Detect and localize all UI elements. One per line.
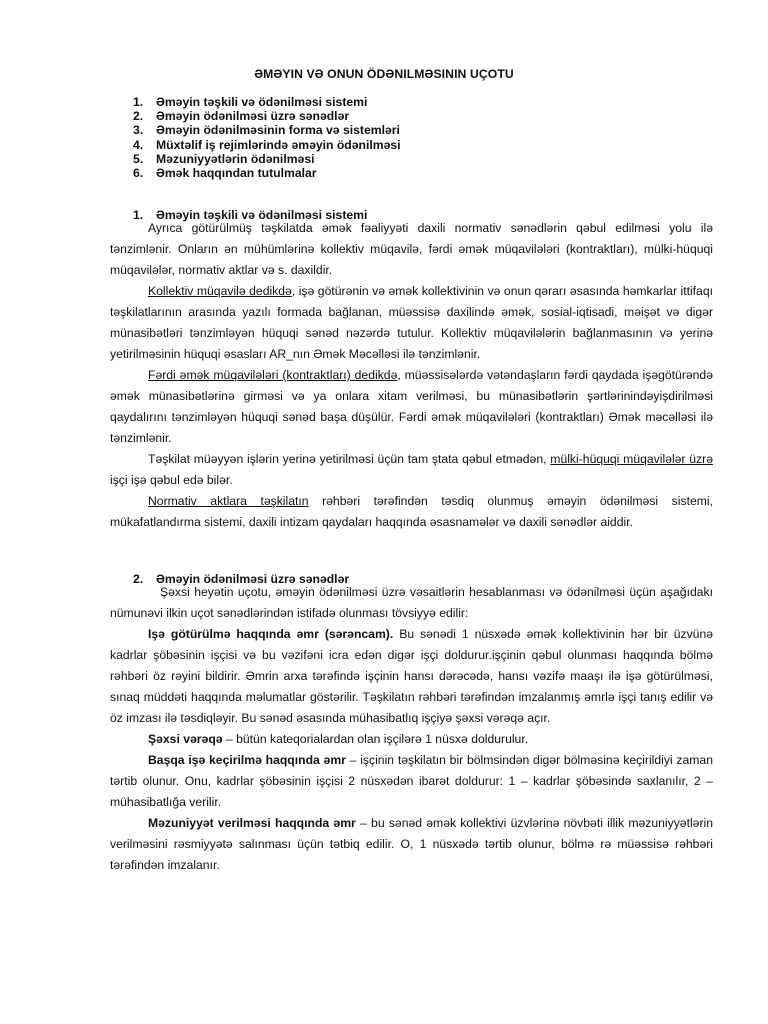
document-title: ƏMƏYIN VƏ ONUN ÖDƏNILMƏSININ UÇOTU bbox=[254, 67, 514, 81]
toc-label: Müxtəlif iş rejimlərində əməyin ödənilməsi bbox=[156, 137, 401, 152]
toc-label: Əməyin təşkili və ödənilməsi sistemi bbox=[156, 95, 368, 109]
paragraph bbox=[110, 449, 713, 491]
underlined-term: mülki-hüquqi müqavilələr üzrə bbox=[550, 452, 713, 466]
paragraph bbox=[110, 365, 713, 449]
paragraph bbox=[110, 624, 713, 729]
underlined-term: Fərdi əmək müqavilələri (kontraktları) dedikdə bbox=[148, 368, 398, 382]
toc-number: 5. bbox=[133, 151, 144, 166]
toc-number: 2. bbox=[133, 109, 144, 124]
toc-number: 1. bbox=[133, 95, 144, 109]
paragraph: Ayrıca götürülmüş təşkilatda əmək fəaliyyəti daxili normativ sənədlərin qəbul edilməsi yolu ilə tənzimlənir. Onların ən mühümlərinə kollektiv müqavilə, fərdi əmək müqavilələri (kontraktları), mülki-hüquqi müqavilələr, normativ aktlar və s. daxildir. bbox=[110, 221, 713, 277]
paragraph bbox=[110, 281, 713, 365]
paragraph-text: – işçinin təşkilatın bir bölmsindən digər bölməsinə keçirildiyi zaman tərtib olunur. Onu, kadrlar şöbəsinin işçisi 2 nüsxədən ibarət doldurur: 1 – kadrlar şöbəsində saxlanılır, 2 – mühasibatlığa verilir. bbox=[110, 753, 713, 809]
toc-item bbox=[133, 123, 401, 137]
bold-term: Məzuniyyət verilməsi haqqında əmr bbox=[148, 816, 356, 830]
paragraph-text: Bu sənədi 1 nüsxədə əmək kollektivinin hər bir üzvünə kadrlar şöbəsinin işçisi və bu vəzifəni icra edən digər işçi doldurur.işçinin qəbul olunması haqqında bölmə rəhbəri öz rəyini bildirir. Əmrin arxa tərəfində işçinin hansı dərəcədə, hansı vəzifə maaşı ilə işə götürülməsi, sınaq müddəti haqqında məlumatlar göstərilir. Təşkilatın rəhbəri tərəfindən imzalanmış əmrlə işçi tanış edilir və öz imzası ilə təsdiqləyir. Bu sənəd əsasında mühasibatlıq işçiyə şəxsi vərəqə açır. bbox=[110, 627, 714, 725]
paragraph bbox=[110, 750, 713, 813]
paragraph: Şəxsi heyətin uçotu, əməyin ödənilməsi üzrə vəsaitlərin hesablanması və ödənilməsi üçün aşağıdakı nümunəvi ilkin uçot sənədlərindən istifadə olunması tövsiyyə edilir: bbox=[110, 585, 713, 620]
toc-number: 6. bbox=[133, 165, 144, 180]
paragraph-text: Təşkilat müəyyən işlərin yerinə yetirilməsi üçün tam ştata qəbul etmədən, bbox=[148, 452, 551, 466]
paragraph-text: rəhbəri tərəfindən təsdiq olunmuş əməyin ödənilməsi sistemi, mükafatlandırma sistemi, daxili intizam qaydaları haqqında əsasnamələr və daxili sənədlər aiddir. bbox=[110, 494, 713, 529]
toc-label: Əməyin ödənilməsinin forma və sistemləri bbox=[156, 123, 400, 138]
toc-label: Əməyin ödənilməsi üzrə sənədlər bbox=[156, 109, 350, 124]
toc-label: Məzuniyyətlərin ödənilməsi bbox=[156, 151, 315, 166]
section-title: Əməyin ödənilməsi üzrə sənədlər bbox=[156, 572, 350, 586]
paragraph-text: , müəssisələrdə vətəndaşların fərdi qaydada işəgötürəndə əmək münasibətlərinə girməsi və ya onlara xitam verilməsi, bu münasibətlərin şərtlərinindəyişdirilməsi qaydalırını tənzimləyən hüquqi sənəd başa düşülür. Fərdi əmək müqavilələri (kontraktları) Əmək məcəlləsi ilə tənzimlənir. bbox=[110, 368, 713, 445]
section-number: 1. bbox=[133, 208, 144, 222]
paragraph bbox=[110, 813, 713, 876]
section-2-body bbox=[110, 582, 713, 876]
bold-term: Işə götürülmə haqqında əmr (sərəncam). bbox=[148, 627, 394, 641]
section-1-body bbox=[110, 218, 713, 533]
bold-term: Şəxsi vərəqə bbox=[148, 732, 223, 746]
paragraph bbox=[110, 491, 713, 533]
paragraph-text: işçi işə qəbul edə bilər. bbox=[110, 473, 233, 487]
paragraph bbox=[110, 729, 713, 750]
toc-item bbox=[133, 152, 401, 166]
paragraph-text: , işə götürənin və əmək kollektivinin və onun qərarı əsasında həmkarlar ittifaqı təşkilatlarının arasında yazılı formada bağlanan, müəssisə daxilində əmək, sosial-iqtisadi, məişət və digər münasibətləri tənzimləyən hüquqi sənəd nəzərdə tutulur. Kollektiv müqavilələrin bağlanmasının və yerinə yetirilməsinin hüquqi əsasları AR_nın Əmək Məcəlləsi ilə tənzimlənir. bbox=[110, 284, 714, 361]
underlined-term: Kollektiv müqavilə dedikdə bbox=[148, 284, 292, 298]
toc-number: 3. bbox=[133, 123, 144, 138]
paragraph-text: – bütün kateqorialardan olan işçilərə 1 nüsxə doldurulur. bbox=[222, 732, 529, 746]
section-number: 2. bbox=[133, 572, 144, 586]
toc-number: 4. bbox=[133, 137, 144, 152]
toc-label: Əmək haqqından tutulmalar bbox=[156, 165, 317, 180]
toc-item bbox=[133, 166, 401, 180]
section-title: Əməyin təşkili və ödənilməsi sistemi bbox=[156, 208, 368, 222]
toc-item bbox=[133, 109, 401, 123]
toc-item bbox=[133, 138, 401, 152]
bold-term: Başqa işə keçirilmə haqqında əmr bbox=[148, 753, 346, 767]
table-of-contents bbox=[133, 95, 401, 180]
toc-item bbox=[133, 95, 401, 109]
underlined-term: Normativ aktlara təşkilatın bbox=[148, 494, 309, 508]
paragraph-text: – bu sənəd əmək kollektivi üzvlərinə növbəti illik məzuniyyətlərin verilməsini rəsmiyyətə salınması üçün tətbiq edilir. O, 1 nüsxədə tərtib olunur, bölmə rə müəssisə rəhbəri tərəfindən imzalanır. bbox=[110, 816, 713, 872]
